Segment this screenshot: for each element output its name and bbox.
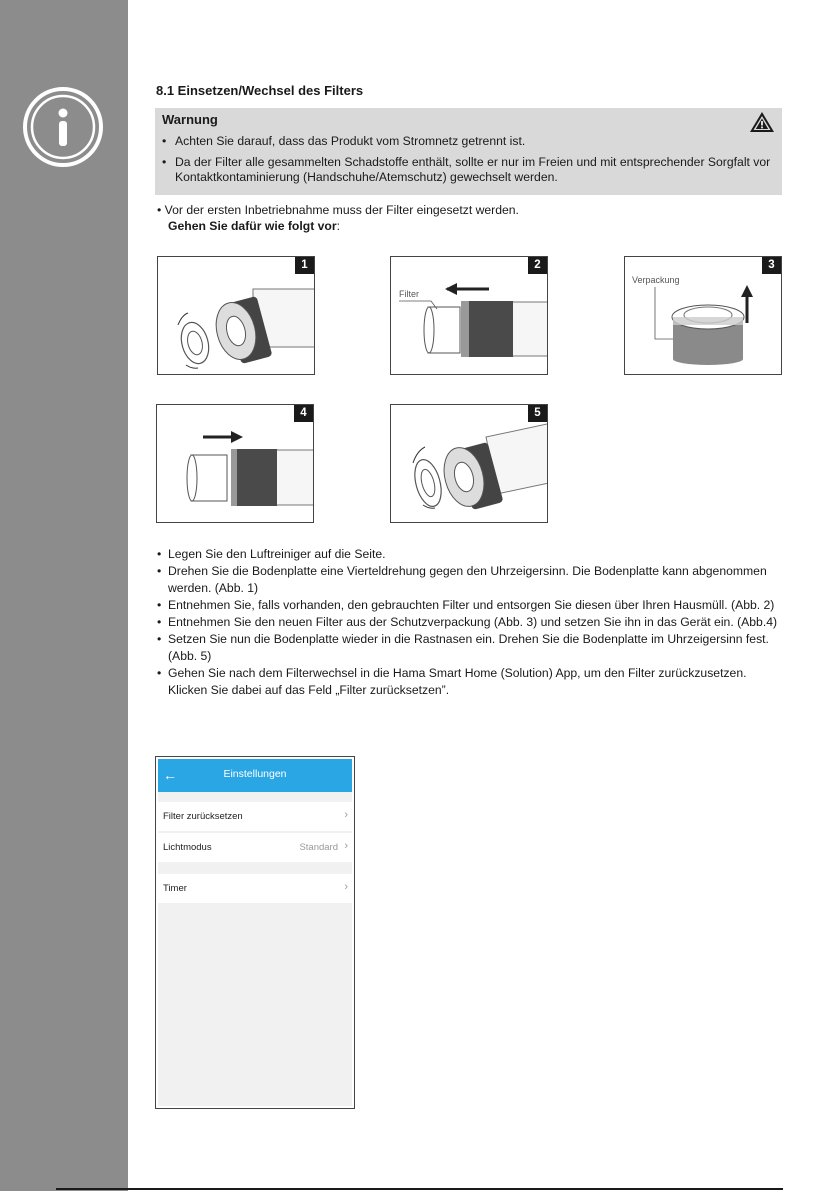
intro-colon: : <box>336 218 341 233</box>
warning-list <box>162 134 774 191</box>
chevron-right-icon: › <box>344 881 348 893</box>
intro-bold-line <box>157 219 519 235</box>
app-title: Einstellungen <box>223 768 287 780</box>
figure-number: 5 <box>528 405 547 422</box>
figure-label-filter: Filter <box>399 289 419 299</box>
figure-label-packaging: Verpackung <box>632 275 680 285</box>
warning-title: Warnung <box>162 112 218 127</box>
figure-number: 4 <box>294 405 313 422</box>
row-label: Filter zurücksetzen <box>163 811 243 822</box>
figure-5-illustration <box>391 405 548 523</box>
step-item: • Entnehmen Sie, falls vorhanden, den gebrauchten Filter und entsorgen Sie diesen über Ihren Hausmüll. (Abb. 2) <box>157 597 787 614</box>
warning-item: • Da der Filter alle gesammelten Schadstoffe enthält, sollte er nur im Freien und mit entsprechender Sorgfalt vor Kontaktkontaminierung (Handschuhe/Atemschutz) gewechselt werden. <box>162 155 774 186</box>
figure-4-illustration <box>157 405 314 523</box>
intro-line: • Vor der ersten Inbetriebnahme muss der Filter eingesetzt werden. <box>157 203 519 217</box>
step-item: • Gehen Sie nach dem Filterwechsel in die Hama Smart Home (Solution) App, um den Filter zurückzusetzen. Klicken Sie dabei auf das Feld „Filter zurücksetzen”. <box>157 665 787 699</box>
figure-5 <box>390 404 548 523</box>
figure-3 <box>624 256 782 375</box>
back-arrow-icon[interactable]: ← <box>163 767 177 783</box>
intro-bold-text: Gehen Sie dafür wie folgt vor <box>168 218 337 233</box>
app-screen <box>158 759 352 1106</box>
row-label: Lichtmodus <box>163 842 212 853</box>
warning-item: • Achten Sie darauf, dass das Produkt vom Stromnetz getrennt ist. <box>162 134 774 150</box>
settings-row-light-mode[interactable] <box>158 833 352 862</box>
chevron-right-icon: › <box>344 840 348 852</box>
figure-2 <box>390 256 548 375</box>
figure-number: 2 <box>528 257 547 274</box>
step-item: • Legen Sie den Luftreiniger auf die Seite. <box>157 546 787 563</box>
row-label: Timer <box>163 883 187 894</box>
steps-list <box>157 546 787 699</box>
row-value: Standard <box>299 842 338 853</box>
footer-rule <box>56 1188 783 1190</box>
info-icon <box>22 86 104 168</box>
warning-box <box>155 108 782 195</box>
app-screenshot <box>155 756 355 1109</box>
figure-1 <box>157 256 315 375</box>
figure-2-illustration <box>391 257 548 375</box>
step-item: • Entnehmen Sie den neuen Filter aus der Schutzverpackung (Abb. 3) und setzen Sie ihn in das Gerät ein. (Abb.4) <box>157 614 787 631</box>
app-bar <box>158 759 352 792</box>
figure-number: 1 <box>295 257 314 274</box>
sidebar <box>0 0 128 1191</box>
figure-1-illustration <box>158 257 315 375</box>
intro-text <box>157 203 519 234</box>
step-item: • Setzen Sie nun die Bodenplatte wieder in die Rastnasen ein. Drehen Sie die Bodenplatte im Uhrzeigersinn fest. (Abb. 5) <box>157 631 787 665</box>
chevron-right-icon: › <box>344 809 348 821</box>
figure-number: 3 <box>762 257 781 274</box>
settings-row-filter-reset[interactable] <box>158 802 352 831</box>
figure-4 <box>156 404 314 523</box>
settings-row-timer[interactable] <box>158 874 352 903</box>
warning-triangle-icon <box>749 111 775 133</box>
step-item: • Drehen Sie die Bodenplatte eine Vierteldrehung gegen den Uhrzeigersinn. Die Bodenplatte kann abgenommen werden. (Abb. 1) <box>157 563 787 597</box>
section-title: 8.1 Einsetzen/Wechsel des Filters <box>156 83 364 98</box>
